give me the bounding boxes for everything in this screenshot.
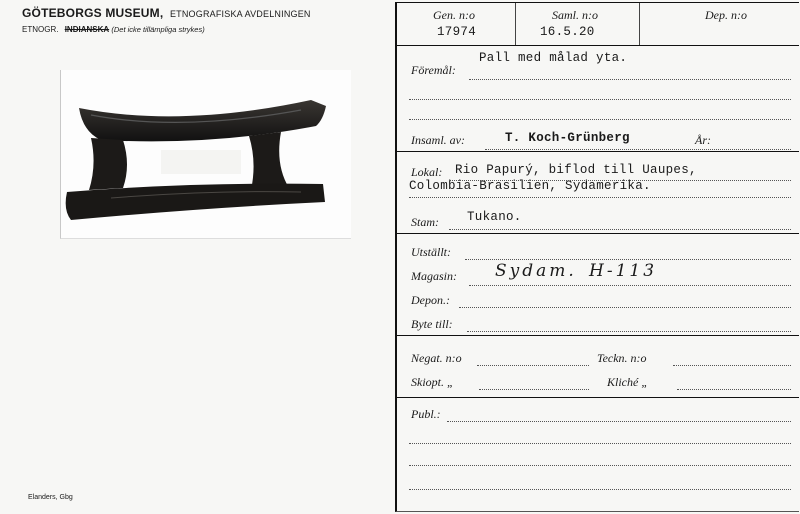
lokal-value-line2: Colombia-Brasilien, Sydamerika. bbox=[409, 179, 651, 193]
department-name: ETNOGRAFISKA AVDELNINGEN bbox=[169, 9, 311, 19]
stam-value: Tukano. bbox=[467, 210, 522, 224]
foremal-dotline-3 bbox=[409, 119, 791, 120]
stam-label: Stam: bbox=[411, 215, 439, 229]
publ-dotline-3 bbox=[409, 465, 791, 466]
rule-3 bbox=[397, 233, 799, 234]
magasin-label: Magasin: bbox=[411, 269, 457, 283]
lokal-label: Lokal: bbox=[411, 165, 443, 179]
publ-label: Publ.: bbox=[411, 407, 441, 421]
utstallt-label: Utställt: bbox=[411, 245, 452, 259]
struck-word: INDIANSKA bbox=[64, 25, 110, 34]
dep-label: Dep. n:o bbox=[705, 8, 747, 22]
museum-header bbox=[22, 6, 311, 20]
gen-label: Gen. n:o bbox=[433, 8, 475, 22]
foremal-dotline-2 bbox=[409, 99, 791, 100]
printer-imprint: Elanders, Gbg bbox=[28, 494, 73, 501]
foremal-value: Pall med målad yta. bbox=[479, 51, 628, 65]
column-divider-1 bbox=[515, 3, 516, 45]
lokal-value-line1: Rio Papurý, biflod till Uaupes, bbox=[455, 163, 697, 177]
saml-label: Saml. n:o bbox=[552, 8, 598, 22]
rule-2 bbox=[397, 151, 799, 152]
insaml-dotline bbox=[485, 149, 791, 150]
ar-label: År: bbox=[695, 133, 711, 147]
lokal-dotline-2 bbox=[409, 197, 791, 198]
lokal-dotline bbox=[449, 180, 791, 181]
publ-dotline-2 bbox=[409, 443, 791, 444]
skiopt-label: Skiopt. „ bbox=[411, 375, 454, 389]
skiopt-dotline bbox=[479, 389, 589, 390]
publ-dotline-4 bbox=[409, 489, 791, 490]
kliche-dotline bbox=[677, 389, 791, 390]
magasin-dotline bbox=[469, 285, 791, 286]
negat-dotline bbox=[477, 365, 589, 366]
insaml-value: T. Koch-Grünberg bbox=[505, 131, 630, 145]
gen-value: 17974 bbox=[437, 25, 477, 39]
depon-label: Depon.: bbox=[411, 293, 450, 307]
rule-4 bbox=[397, 335, 799, 336]
foremal-dotline bbox=[469, 79, 791, 80]
insaml-label: Insaml. av: bbox=[411, 133, 465, 147]
column-divider-2 bbox=[639, 3, 640, 45]
stam-dotline bbox=[449, 229, 791, 230]
museum-name: GÖTEBORGS MUSEUM, bbox=[22, 6, 164, 20]
negat-label: Negat. n:o bbox=[411, 351, 462, 365]
utstallt-dotline bbox=[465, 259, 791, 260]
etnogr-label: ETNOGR. bbox=[22, 25, 59, 34]
saml-value: 16.5.20 bbox=[540, 25, 595, 39]
header-rule bbox=[397, 45, 799, 46]
kliche-label: Kliché „ bbox=[607, 375, 648, 389]
byte-label: Byte till: bbox=[411, 317, 453, 331]
byte-dotline bbox=[467, 331, 791, 332]
stool-image bbox=[61, 70, 351, 238]
depon-dotline bbox=[459, 307, 791, 308]
teckn-label: Teckn. n:o bbox=[597, 351, 647, 365]
rule-5 bbox=[397, 397, 799, 398]
magasin-value-2: H-113 bbox=[589, 261, 658, 281]
publ-dotline-1 bbox=[447, 421, 791, 422]
stool-photo bbox=[60, 70, 351, 239]
foremal-label: Föremål: bbox=[411, 63, 456, 77]
teckn-dotline bbox=[673, 365, 791, 366]
strike-note: (Det icke tillämpliga strykes) bbox=[111, 25, 205, 34]
catalogue-card bbox=[395, 2, 799, 512]
subheader bbox=[22, 25, 205, 34]
magasin-value-1: Sydam. bbox=[495, 261, 577, 281]
